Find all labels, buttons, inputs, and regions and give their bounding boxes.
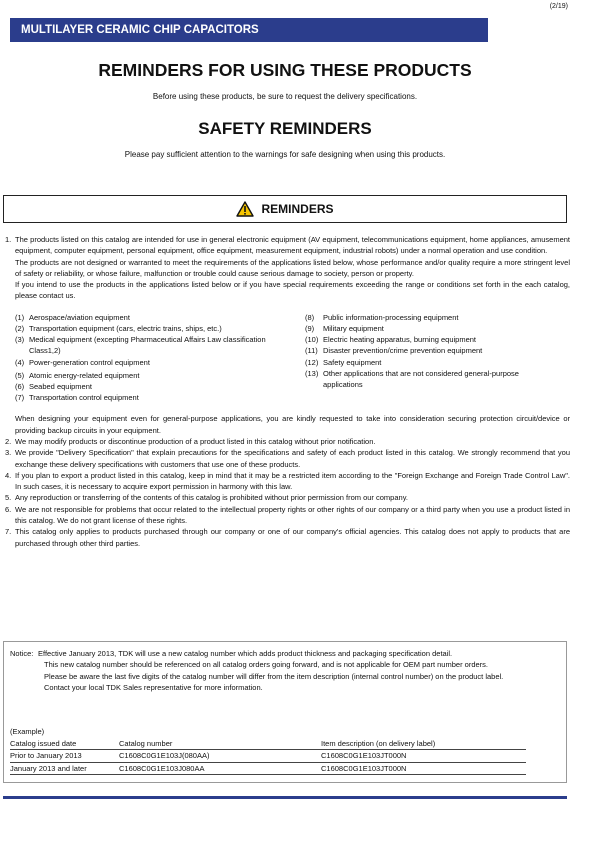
application-item: (9) Military equipment (305, 323, 384, 333)
application-item: (10) Electric heating apparatus, burning equipment (305, 335, 477, 345)
column-header: Catalog number (119, 738, 321, 750)
item-paragraph: If you intend to use the products in the applications listed below or if you have special requirements exceeding the range or conditions set forth in the each catalog, please contact us. (15, 280, 570, 301)
table-cell: C1608C0G1E103JT000N (321, 762, 526, 774)
notice-paragraph: Effective January 2013, TDK will use a new catalog number which adds product thickness and packaging specification detail. (38, 649, 453, 658)
application-item: (6) Seabed equipment (15, 382, 92, 391)
safety-title: SAFETY REMINDERS (198, 119, 372, 138)
notice-text (38, 648, 562, 694)
notice-box (3, 641, 567, 783)
item-paragraph: The products listed on this catalog are intended for use in general electronic equipment (AV equipment, telecommunications equipment, home appliances, amusement equipment, computer equipment, personal equipment, office equipment, measurement equipment, industrial robots) under a normal operation and use condition. (15, 235, 570, 256)
footer-rule (3, 796, 567, 799)
list-item: 6. We are not responsible for problems that occur related to the intellectual property rights or other rights of our company or a third party when you use a product listed in this catalog. We do not grant license of these rights. (5, 504, 570, 526)
table-row (10, 762, 526, 774)
application-item: (1) Aerospace/aviation equipment (15, 312, 130, 322)
application-item: (5) Atomic energy-related equipment (15, 370, 140, 380)
application-item: (4) Power-generation control equipment (15, 357, 150, 367)
applications-list (15, 312, 570, 404)
notice-paragraph: Please be aware the last five digits of the catalog number will differ from the item description (internal control number) on the product label. (44, 671, 504, 681)
notice-label: Notice: (10, 649, 34, 658)
list-item (5, 234, 570, 436)
list-item: 3. We provide "Delivery Specification" that explain precautions for the specifications and safety of each product listed in this catalog. We strongly recommend that you exchange these delivery specifications with customers that use one of these products. (5, 448, 570, 469)
column-header: Item description (on delivery label) (321, 738, 526, 750)
applications-right-column (305, 312, 565, 404)
application-item: (11) Disaster prevention/crime prevention equipment (305, 346, 483, 356)
page-title: REMINDERS FOR USING THESE PRODUCTS (98, 60, 472, 80)
table-row (10, 750, 526, 762)
section-header: MULTILAYER CERAMIC CHIP CAPACITORS (10, 18, 488, 42)
application-item: (12) Safety equipment (305, 357, 382, 367)
reminders-list (5, 234, 570, 549)
page-subtitle: Before using these products, be sure to request the delivery specifications. (152, 92, 418, 101)
notice-paragraph: This new catalog number should be referenced on all catalog orders going forward, and is not applicable for OEM part number orders. (44, 660, 488, 670)
item-paragraph: The products are not designed or warranted to meet the requirements of the applications listed below, whose performance and/or quality require a more stringent level of safety or reliability, or whose failure, malfunction or trouble could cause serious damage to society, person or property. (15, 257, 570, 278)
list-item: 5. Any reproduction or transferring of the contents of this catalog is prohibited without prior permission from our company. (5, 493, 408, 503)
table-cell: C1608C0G1E103JT000N (321, 750, 526, 762)
table-cell: January 2013 and later (10, 762, 119, 774)
item-paragraph: When designing your equipment even for general-purpose applications, you are kindly requested to take into consideration securing protection circuit/device or providing backup circuits in your equipment. (15, 414, 570, 435)
applications-left-column (15, 312, 305, 404)
table-header-row (10, 738, 526, 750)
table-cell: C1608C0G1E103J080AA (119, 762, 321, 774)
application-item: (8) Public information-processing equipment (305, 312, 459, 322)
item-number: 1. (5, 235, 12, 244)
example-label: (Example) (10, 727, 45, 736)
notice-paragraph: Contact your local TDK Sales representative for more information. (44, 683, 263, 693)
application-item: (3) Medical equipment (excepting Pharmaceutical Affairs Law classification Class1,2) (15, 335, 266, 356)
list-item: 7. This catalog only applies to products purchased through our company or one of our company's official agencies. This catalog does not apply to products that are purchased through other third parties. (5, 527, 570, 548)
table-cell: C1608C0G1E103J(080AA) (119, 750, 321, 762)
application-item: (2) Transportation equipment (cars, electric trains, ships, etc.) (15, 323, 222, 333)
safety-subtitle: Please pay sufficient attention to the warnings for safe designing when using this products. (124, 150, 446, 159)
warning-triangle-icon (236, 201, 254, 217)
application-item: (7) Transportation control equipment (15, 393, 139, 403)
page-number: (2/19) (549, 3, 568, 10)
catalog-number-table (10, 738, 526, 775)
application-item: (13) Other applications that are not considered general-purpose applications (305, 368, 519, 389)
reminders-banner (3, 195, 567, 223)
table-cell: Prior to January 2013 (10, 750, 119, 762)
column-header: Catalog issued date (10, 738, 119, 750)
list-item: 4. If you plan to export a product listed in this catalog, keep in mind that it may be a restricted item according to the "Foreign Exchange and Foreign Trade Control Law". In such cases, it is necessary to acquire export permission in harmony with this law. (5, 470, 570, 492)
list-item: 2. We may modify products or discontinue production of a product listed in this catalog without prior notification. (5, 437, 376, 446)
reminders-label: REMINDERS (261, 202, 334, 216)
